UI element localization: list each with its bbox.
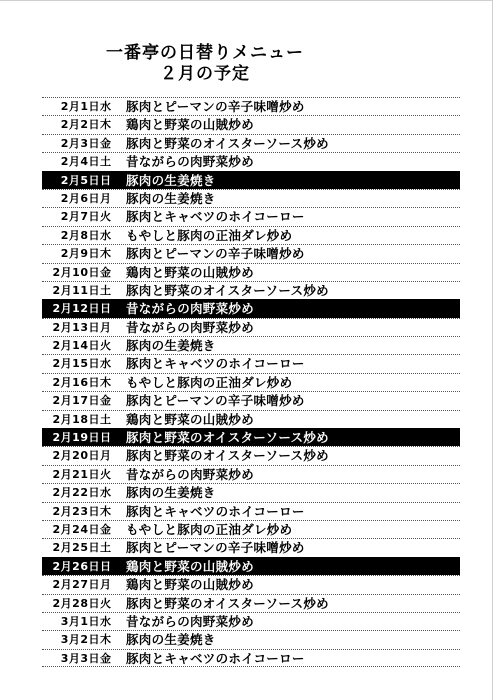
menu-weekday: 月	[100, 449, 111, 463]
menu-date: 2月7日	[60, 210, 100, 224]
menu-dish: 豚肉と野菜のオイスターソース炒め	[126, 448, 329, 464]
menu-dish: 豚肉と野菜のオイスターソース炒め	[126, 595, 329, 611]
menu-dish: 鶏肉と野菜の山賊炒め	[126, 411, 255, 427]
menu-dish: 昔ながらの肉野菜炒め	[126, 154, 255, 170]
menu-weekday: 水	[100, 357, 111, 371]
menu-date: 2月13日	[52, 320, 100, 334]
menu-dish: 昔ながらの肉野菜炒め	[126, 319, 255, 335]
menu-date: 2月14日	[52, 339, 100, 353]
menu-date: 2月26日	[52, 559, 100, 573]
menu-row	[42, 281, 460, 299]
menu-date: 2月20日	[52, 449, 100, 463]
menu-weekday: 日	[100, 559, 111, 573]
menu-row	[42, 299, 460, 317]
menu-row	[42, 226, 460, 244]
menu-weekday: 金	[100, 136, 111, 150]
menu-row	[42, 207, 460, 225]
menu-row	[42, 612, 460, 630]
menu-weekday: 土	[100, 283, 111, 297]
menu-weekday: 金	[100, 265, 111, 279]
menu-row	[42, 263, 460, 281]
menu-date: 2月16日	[52, 375, 100, 389]
menu-weekday: 月	[100, 578, 111, 592]
menu-date: 3月2日	[60, 633, 100, 647]
menu-row	[42, 97, 460, 115]
menu-row	[42, 465, 460, 483]
menu-dish: 豚肉の生姜焼き	[126, 190, 216, 206]
page-title: 一番亭の日替りメニュー	[106, 43, 304, 63]
menu-row	[42, 152, 460, 170]
menu-dish: 豚肉とピーマンの辛子味噌炒め	[126, 540, 305, 556]
menu-date: 2月22日	[52, 486, 100, 500]
menu-weekday: 日	[100, 431, 111, 445]
menu-weekday: 水	[100, 100, 111, 113]
menu-row	[42, 318, 460, 336]
menu-row	[42, 410, 460, 428]
menu-weekday: 金	[100, 522, 111, 536]
menu-dish: 豚肉とピーマンの辛子味噌炒め	[126, 393, 305, 409]
menu-dish: 豚肉と野菜のオイスターソース炒め	[126, 430, 329, 446]
menu-weekday: 木	[100, 375, 111, 389]
page-subtitle: ２月の予定	[160, 64, 250, 84]
menu-dish: 豚肉の生姜焼き	[126, 632, 216, 648]
menu-dish: 豚肉とキャベツのホイコーロー	[126, 356, 305, 372]
menu-weekday: 金	[100, 394, 111, 408]
menu-date: 2月8日	[60, 228, 100, 242]
menu-weekday: 土	[100, 155, 111, 169]
menu-date: 2月9日	[60, 247, 100, 261]
menu-dish: 豚肉と野菜のオイスターソース炒め	[126, 135, 329, 151]
menu-row	[42, 575, 460, 593]
menu-row	[42, 244, 460, 262]
menu-dish: 豚肉の生姜焼き	[126, 485, 216, 501]
menu-weekday: 水	[100, 486, 111, 500]
menu-weekday: 火	[100, 339, 111, 353]
menu-date: 2月3日	[60, 136, 100, 150]
menu-weekday: 月	[100, 320, 111, 334]
menu-row	[42, 483, 460, 501]
menu-row	[42, 649, 460, 667]
menu-date: 2月28日	[52, 596, 100, 610]
menu-weekday: 木	[100, 633, 111, 647]
menu-row	[42, 336, 460, 354]
menu-dish: 豚肉とキャベツのホイコーロー	[126, 650, 305, 666]
menu-weekday: 日	[100, 302, 111, 316]
menu-dish: 鶏肉と野菜の山賊炒め	[126, 264, 255, 280]
menu-date: 2月1日	[60, 100, 100, 113]
menu-date: 2月21日	[52, 467, 100, 481]
menu-row	[42, 189, 460, 207]
menu-weekday: 火	[100, 596, 111, 610]
menu-dish: 昔ながらの肉野菜炒め	[126, 613, 255, 629]
menu-dish: もやしと豚肉の正油ダレ炒め	[126, 227, 293, 243]
menu-row	[42, 520, 460, 538]
menu-weekday: 土	[100, 412, 111, 426]
menu-date: 3月1日	[60, 614, 100, 628]
menu-weekday: 木	[100, 118, 111, 132]
daily-menu-list	[42, 97, 460, 667]
menu-row	[42, 594, 460, 612]
menu-row	[42, 630, 460, 648]
menu-row	[42, 391, 460, 409]
menu-row	[42, 373, 460, 391]
menu-date: 2月25日	[52, 541, 100, 555]
menu-dish: 昔ながらの肉野菜炒め	[126, 466, 255, 482]
menu-row	[42, 115, 460, 133]
menu-date: 2月15日	[52, 357, 100, 371]
menu-row	[42, 446, 460, 464]
menu-weekday: 火	[100, 210, 111, 224]
menu-dish: 豚肉と野菜のオイスターソース炒め	[126, 282, 329, 298]
menu-weekday: 日	[100, 173, 111, 187]
menu-weekday: 木	[100, 504, 111, 518]
menu-weekday: 水	[100, 228, 111, 242]
menu-row	[42, 171, 460, 189]
menu-dish: 豚肉の生姜焼き	[126, 172, 216, 188]
menu-date: 2月10日	[52, 265, 100, 279]
menu-weekday: 木	[100, 247, 111, 261]
menu-dish: 豚肉の生姜焼き	[126, 338, 216, 354]
menu-weekday: 金	[100, 651, 111, 665]
menu-dish: 豚肉とピーマンの辛子味噌炒め	[126, 246, 305, 262]
menu-date: 2月18日	[52, 412, 100, 426]
menu-dish: 鶏肉と野菜の山賊炒め	[126, 577, 255, 593]
menu-dish: 鶏肉と野菜の山賊炒め	[126, 558, 255, 574]
menu-date: 2月24日	[52, 522, 100, 536]
menu-row	[42, 538, 460, 556]
menu-date: 2月6日	[60, 191, 100, 205]
menu-dish: 豚肉とキャベツのホイコーロー	[126, 209, 305, 225]
menu-row	[42, 502, 460, 520]
menu-dish: もやしと豚肉の正油ダレ炒め	[126, 374, 293, 390]
menu-date: 2月2日	[60, 118, 100, 132]
menu-dish: 豚肉とピーマンの辛子味噌炒め	[126, 99, 305, 114]
menu-row	[42, 134, 460, 152]
menu-dish: 鶏肉と野菜の山賊炒め	[126, 117, 255, 133]
menu-date: 2月27日	[52, 578, 100, 592]
menu-date: 2月19日	[52, 431, 100, 445]
menu-weekday: 水	[100, 614, 111, 628]
menu-dish: もやしと豚肉の正油ダレ炒め	[126, 521, 293, 537]
menu-date: 2月12日	[52, 302, 100, 316]
menu-weekday: 土	[100, 541, 111, 555]
menu-date: 2月23日	[52, 504, 100, 518]
page-edge-top	[0, 0, 493, 1]
menu-row	[42, 428, 460, 446]
menu-weekday: 火	[100, 467, 111, 481]
menu-date: 2月11日	[52, 283, 100, 297]
menu-date: 2月17日	[52, 394, 100, 408]
menu-date: 3月3日	[60, 651, 100, 665]
menu-date: 2月4日	[60, 155, 100, 169]
menu-dish: 豚肉とキャベツのホイコーロー	[126, 503, 305, 519]
menu-date: 2月5日	[60, 173, 100, 187]
menu-row	[42, 557, 460, 575]
menu-row	[42, 354, 460, 372]
menu-weekday: 月	[100, 191, 111, 205]
menu-dish: 昔ながらの肉野菜炒め	[126, 301, 255, 317]
